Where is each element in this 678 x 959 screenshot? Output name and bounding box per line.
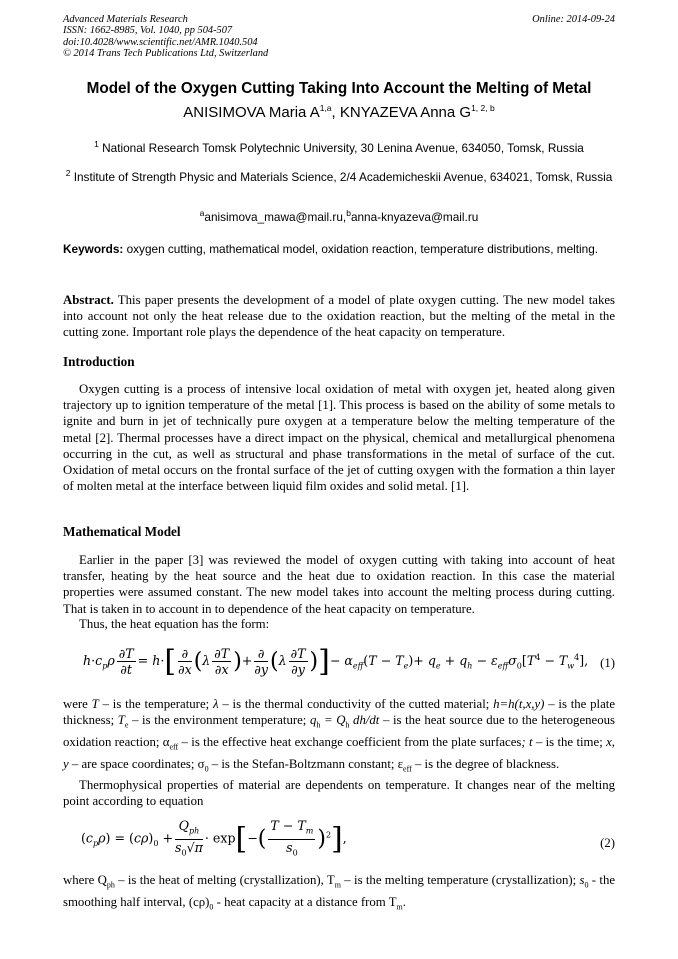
def-text: – are space coordinates; σ [68, 756, 205, 771]
def-symbol: x, y [63, 734, 615, 771]
introduction-paragraph: Oxygen cutting is a process of intensive local oxidation of metal with oxygen jet, heated along given trajectory up to ignition temperature of the metal [1]. This process is based on the ability of some metals to ignite and burn in jet of technically pure oxygen at a temperature below the melting temperature of the metal [2]. Thermal processes have a direct impact on the physical, chemical and metallurgical phenomena occurring in the cut, as well as structural and phase transformations in the metal of surface of the cut. Oxidation of metal occurs on the frontal surface of the jet of cutting oxygen with the formation a thin layer of molten metal at the interface between liquid film oxides and solid metal. [1]. [63, 382, 615, 494]
def-text: – is the time; [532, 734, 607, 749]
issn-line: ISSN: 1662-8985, Vol. 1040, pp 504-507 [63, 25, 233, 37]
authors-line [40, 103, 638, 121]
def-symbol: ; t [521, 734, 533, 749]
def-text: – is the degree of blackness. [411, 756, 560, 771]
author-1: ANISIMOVA Maria A [183, 104, 320, 121]
affiliation-2 [63, 166, 615, 185]
equation-2-body: $(c_p\rho) = (c\rho)_0$ + $\frac{Q_{ph}}{s_0√\pi}$ · exp[−( $\frac{T - T_m}{s_0}$ )$^2$], [81, 818, 347, 858]
doi-line: doi:10.4028/www.scientific.net/AMR.1040.504 [63, 36, 258, 48]
equation-1-number: (1) [600, 656, 615, 670]
def-symbol: h=h(t,x,y) [493, 697, 545, 711]
email-a-link[interactable]: anisimova_mawa@mail.ru, [204, 209, 347, 224]
abstract-label: Abstract. [63, 293, 114, 307]
equation-1-definitions [63, 696, 615, 777]
def-subscript: eff [403, 764, 412, 774]
abstract [63, 292, 615, 341]
def-text: - heat capacity at a distance from T [213, 894, 397, 909]
keywords [63, 242, 615, 257]
journal-name: Advanced Materials Research [63, 14, 188, 25]
author-2: KNYAZEVA Anna G [339, 104, 472, 121]
def-symbol: T [117, 713, 125, 728]
copyright-line: © 2014 Trans Tech Publications Ltd, Switzerland [63, 48, 269, 60]
equation-1-body: $h\cdot c_p\rho$ $\frac{\partial T}{\partial t}$ = h·[ $\frac{\partial}{\partial x}$ (λ $\frac{\partial T}{\partial x}$ )+ $\frac{\partial}{\partial y}$ (λ $\frac{\partial T}{\partial y}$ )]− $\alpha_{eff}(T - T_e)+ q_e + q_h - \varepsilon_{eff}\sigma_0[T^4 - T_w^4]$, [83, 644, 589, 679]
affiliation-1-sup: 1 [94, 139, 99, 149]
affiliation-1-text: National Research Tomsk Polytechnic University, 30 Lenina Avenue, 634050, Tomsk, Russia [102, 140, 584, 155]
def-symbol: T [91, 697, 99, 711]
online-date: Online: 2014-09-24 [532, 14, 615, 25]
def-text: – is the Stefan-Boltzmann constant; ε [208, 756, 404, 771]
equation-1 [63, 640, 615, 690]
def-subscript: 0 [204, 764, 209, 774]
def-text: – is the melting temperature (crystallization); [341, 873, 580, 887]
def-subscript: eff [169, 742, 179, 752]
equation-2-number: (2) [600, 836, 615, 850]
def-symbol: dh/dt [349, 713, 380, 728]
equation-2 [63, 814, 615, 868]
def-text: – is the effective heat exchange coefficient from the plate surfaces [178, 734, 522, 749]
def-text: were [63, 697, 92, 711]
affiliation-2-sup: 2 [65, 168, 71, 178]
def-symbol: s [579, 873, 585, 887]
keywords-text: oxygen cutting, mathematical model, oxidation reaction, temperature distributions, melting. [126, 242, 599, 256]
def-subscript: e [124, 720, 129, 730]
def-subscript: ph [106, 880, 115, 890]
email-line [63, 208, 615, 224]
def-text: where Q [63, 873, 107, 887]
model-paragraph-2: Thus, the heat equation has the form: [79, 617, 270, 631]
def-text: – is the environment temperature; [128, 713, 310, 728]
model-paragraph-3: Thermophysical properties of material are dependents on temperature. It changes near of the melting point according to equation [63, 778, 615, 809]
def-symbol: q [309, 713, 317, 728]
equation-2-definitions [63, 872, 615, 916]
paper-title: Model of the Oxygen Cutting Taking Into Account the Melting of Metal [86, 80, 592, 97]
def-symbol: = Q [320, 713, 346, 728]
introduction-heading: Introduction [63, 354, 135, 369]
def-text: - the smoothing half interval, (cρ) [63, 873, 616, 909]
def-text: – is the heat of melting (crystallization), T [114, 873, 335, 887]
def-subscript: h [316, 720, 321, 730]
def-subscript: m [396, 902, 403, 912]
affiliation-1 [63, 137, 615, 156]
def-text: . [402, 894, 406, 909]
email-a-sup: a [199, 208, 205, 218]
def-subscript: m [334, 880, 341, 890]
author-2-sup: 1, 2, b [471, 103, 495, 113]
model-paragraph-1: Earlier in the paper [3] was reviewed the model of oxygen cutting with taking into account of heat transfer, heating by the heat source and the heat due to oxidation reaction. In this case the material properties were assumed constant. The new model takes into account the melting process during cutting. That is taken in to account in to dependence of the heat capacity on temperature. [63, 553, 615, 616]
def-text: – is the heat source due to the heterogeneous oxidation reaction; α [63, 713, 615, 749]
def-text: – is the temperature; [98, 697, 213, 711]
def-text: – is the plate thickness; [63, 697, 616, 728]
email-b-sup: b [346, 208, 351, 218]
journal-header [63, 14, 615, 60]
email-b-link[interactable]: anna-knyazeva@mail.ru [350, 209, 479, 224]
author-separator: , [331, 104, 340, 121]
def-subscript: h [345, 720, 350, 730]
abstract-text: This paper presents the development of a model of plate oxygen cutting. The new model takes into account not only the heat release due to the oxidation reaction, but the melting of the metal in the cutting zone. Important role plays the dependence of the heat capacity on temperature. [63, 293, 616, 340]
def-symbol: λ [212, 697, 219, 711]
affiliation-2-text: Institute of Strength Physic and Materials Science, 2/4 Academicheskii Avenue, 634021, Tomsk, Russia [73, 169, 613, 184]
author-1-sup: 1,a [319, 103, 332, 113]
model-heading: Mathematical Model [63, 524, 181, 539]
def-text: – is the thermal conductivity of the cutted material; [218, 697, 494, 711]
def-subscript: 0 [209, 902, 214, 912]
keywords-label: Keywords: [63, 242, 124, 256]
def-subscript: 0 [584, 880, 589, 890]
